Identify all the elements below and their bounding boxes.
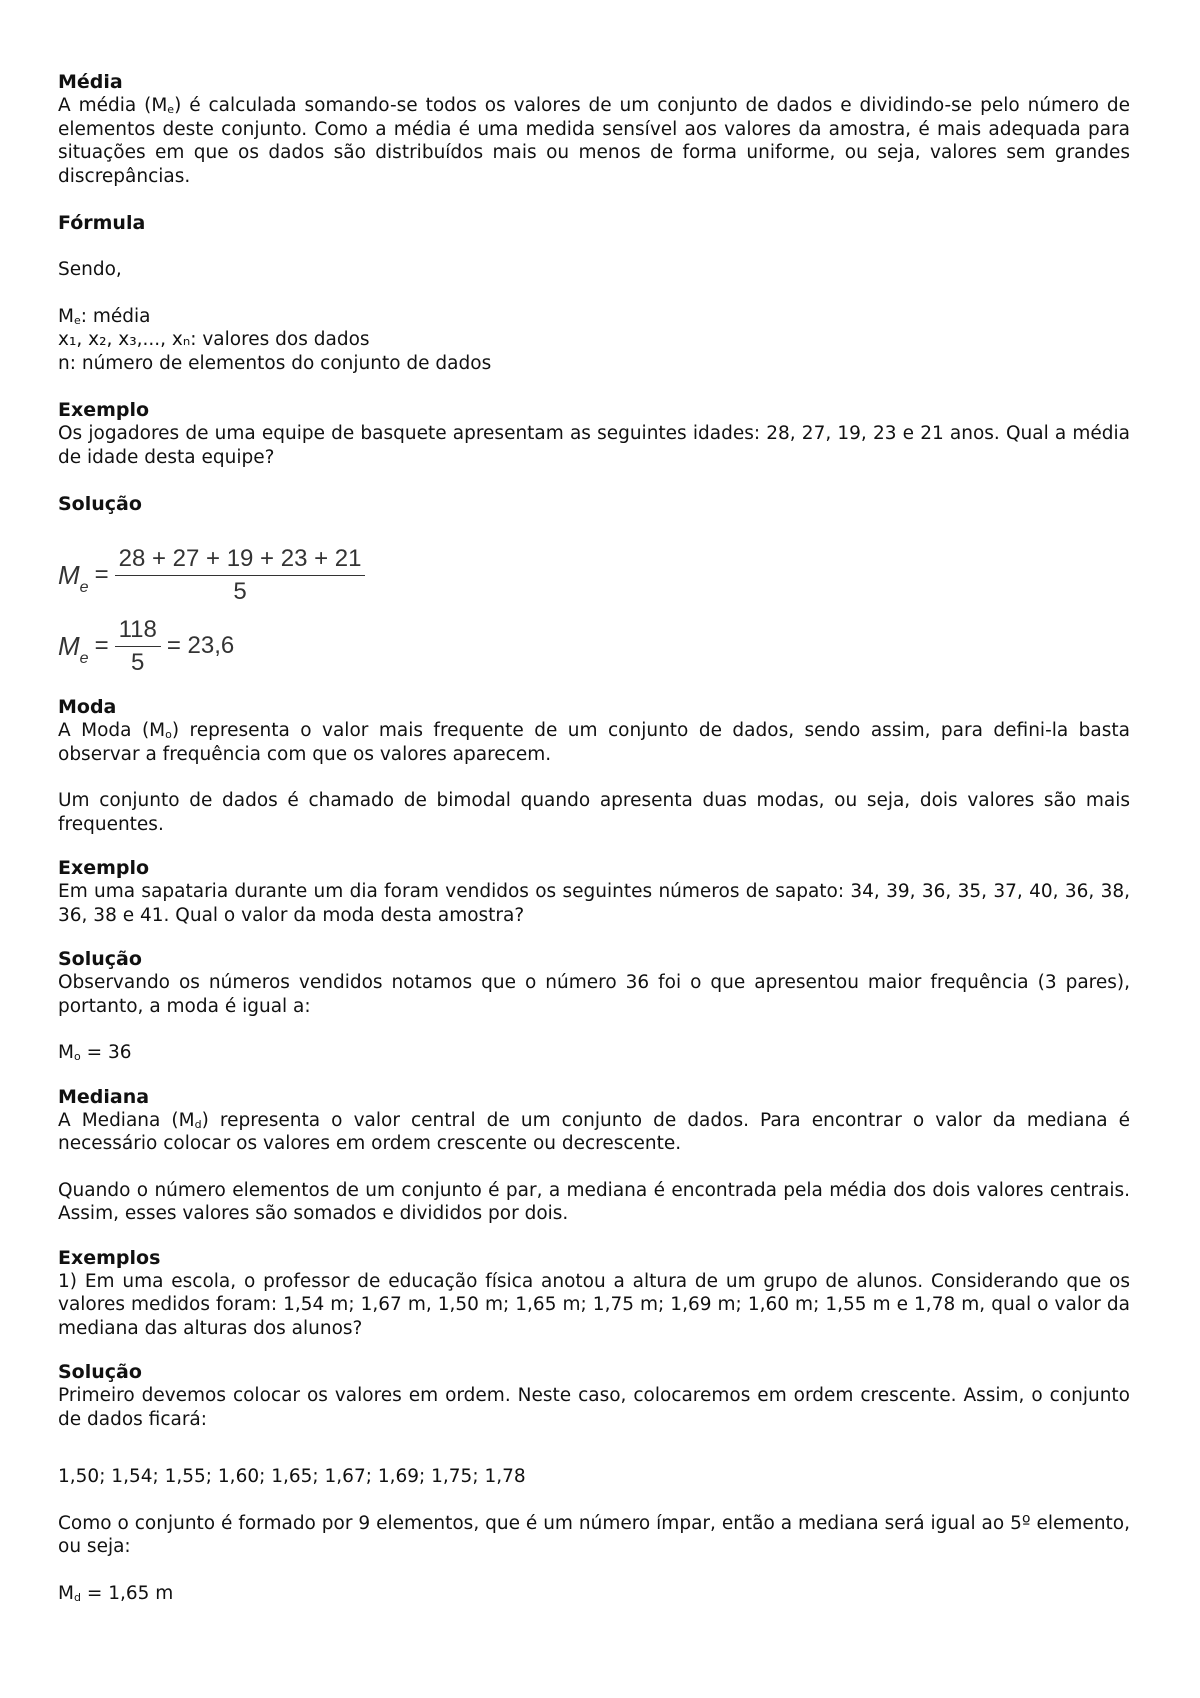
mediana-paragraph bbox=[58, 1109, 1130, 1156]
heading-solucao-moda: Solução bbox=[58, 948, 142, 970]
document-body bbox=[58, 70, 1130, 1605]
moda-result bbox=[58, 1041, 1130, 1065]
definition-values: x₁, x₂, x₃,..., xₙ: valores dos dados bbox=[58, 329, 370, 350]
heading-exemplo-moda: Exemplo bbox=[58, 857, 150, 879]
mediana-p1-start: A Mediana (M bbox=[58, 1109, 195, 1131]
eq2-result: = 23,6 bbox=[166, 632, 235, 659]
media-paragraph bbox=[58, 94, 1130, 188]
moda-p1-end: ) representa o valor mais frequente de um conjunto de dados, sendo assim, para defini-la basta observar a frequência com que os valores aparecem. bbox=[58, 720, 1130, 765]
definition-mean bbox=[58, 305, 1130, 329]
exemplo-media-text: Os jogadores de uma equipe de basquete apresentam as seguintes idades: 28, 27, 19, 23 e 21 anos. Qual a média de idade desta equipe? bbox=[58, 423, 1130, 468]
eq1-denominator: 5 bbox=[233, 577, 247, 605]
equation-mean-sum bbox=[58, 542, 1130, 608]
mediana-result-symbol: M bbox=[58, 1582, 74, 1604]
heading-exemplos-mediana: Exemplos bbox=[58, 1246, 161, 1269]
equation-mean-result bbox=[58, 613, 1130, 679]
def-mean-sub: e bbox=[73, 313, 81, 327]
mediana-result bbox=[58, 1582, 1130, 1606]
eq2-var: $M_e$ bbox=[58, 630, 89, 667]
eq1-equals: = bbox=[94, 561, 109, 588]
mediana-p1-end: ) representa o valor central de um conjunto de dados. Para encontrar o valor da mediana é necessário colocar os valores em ordem crescente ou decrescente. bbox=[58, 1109, 1130, 1154]
moda-paragraph bbox=[58, 719, 1130, 766]
heading-exemplo-media: Exemplo bbox=[58, 399, 150, 421]
def-mean-text: : média bbox=[80, 305, 151, 327]
mediana-p1-sub: d bbox=[194, 1117, 202, 1131]
exemplo-moda-text: Em uma sapataria durante um dia foram vendidos os seguintes números de sapato: 34, 39, 36, 35, 37, 40, 36, 38, 36, 38 e 41. Qual o valor da moda desta amostra? bbox=[58, 881, 1130, 926]
moda-result-symbol: M bbox=[58, 1042, 74, 1063]
heading-mediana: Mediana bbox=[58, 1085, 150, 1108]
solucao-moda-text: Observando os números vendidos notamos que o número 36 foi o que apresentou maior frequência (3 pares), portanto, a moda é igual a: bbox=[58, 972, 1130, 1017]
heading-formula: Fórmula bbox=[58, 212, 146, 234]
heading-moda: Moda bbox=[58, 696, 117, 718]
sendo-text: Sendo, bbox=[58, 259, 122, 280]
mediana-result-sub: d bbox=[73, 1590, 81, 1604]
exemplo-mediana-text: 1) Em uma escola, o professor de educação física anotou a altura de um grupo de alunos. Considerando que os valores medidos foram: 1,54 m; 1,67 m, 1,50 m; 1,65 m; 1,75 m; 1,69 m; 1,60 m; 1,55 m e 1,78 m, qual o valor da mediana das alturas dos alunos? bbox=[58, 1270, 1130, 1339]
eq2-fraction bbox=[115, 617, 161, 676]
solucao-mediana-text: Primeiro devemos colocar os valores em ordem. Neste caso, colocaremos em ordem crescente. Assim, o conjunto de dados ficará: bbox=[58, 1385, 1130, 1430]
heading-media: Média bbox=[58, 71, 123, 93]
mediana-conclusion: Como o conjunto é formado por 9 elementos, que é um número ímpar, então a mediana será igual ao 5º elemento, ou seja: bbox=[58, 1512, 1130, 1557]
heading-solucao-media: Solução bbox=[58, 493, 142, 515]
media-p1-end: ) é calculada somando-se todos os valores de um conjunto de dados e dividindo-se pelo número de elementos deste conjunto. Como a média é uma medida sensível aos valores da amostra, é mais adequada para situações em que os dados são distribuídos mais ou menos de forma uniforme, ou seja, valores sem grandes discrepâncias. bbox=[58, 95, 1131, 187]
mediana-result-value: = 1,65 m bbox=[80, 1582, 174, 1604]
eq1-numerator: 28 + 27 + 19 + 23 + 21 bbox=[115, 546, 366, 576]
def-mean-symbol: M bbox=[58, 305, 74, 327]
eq2-equals: = bbox=[94, 632, 109, 659]
eq2-denominator: 5 bbox=[131, 648, 145, 676]
eq1-var: $M_e$ bbox=[58, 559, 89, 596]
moda-bimodal-paragraph: Um conjunto de dados é chamado de bimodal quando apresenta duas modas, ou seja, dois valores são mais frequentes. bbox=[58, 790, 1130, 835]
ordered-values: 1,50; 1,54; 1,55; 1,60; 1,65; 1,67; 1,69; 1,75; 1,78 bbox=[58, 1466, 526, 1487]
media-p1-start: A média (M bbox=[58, 95, 168, 116]
moda-p1-sub: o bbox=[165, 728, 172, 741]
moda-p1-start: A Moda (M bbox=[58, 720, 166, 741]
definition-n: n: número de elementos do conjunto de dados bbox=[58, 352, 492, 374]
moda-result-value: = 36 bbox=[80, 1042, 132, 1063]
media-p1-sub: e bbox=[167, 103, 175, 116]
heading-solucao-mediana: Solução bbox=[58, 1361, 142, 1383]
moda-result-sub: o bbox=[73, 1050, 81, 1063]
eq2-numerator: 118 bbox=[115, 617, 161, 647]
eq1-fraction bbox=[115, 546, 366, 605]
mediana-even-paragraph: Quando o número elementos de um conjunto é par, a mediana é encontrada pela média dos dois valores centrais. Assim, esses valores são somados e divididos por dois. bbox=[58, 1179, 1130, 1224]
